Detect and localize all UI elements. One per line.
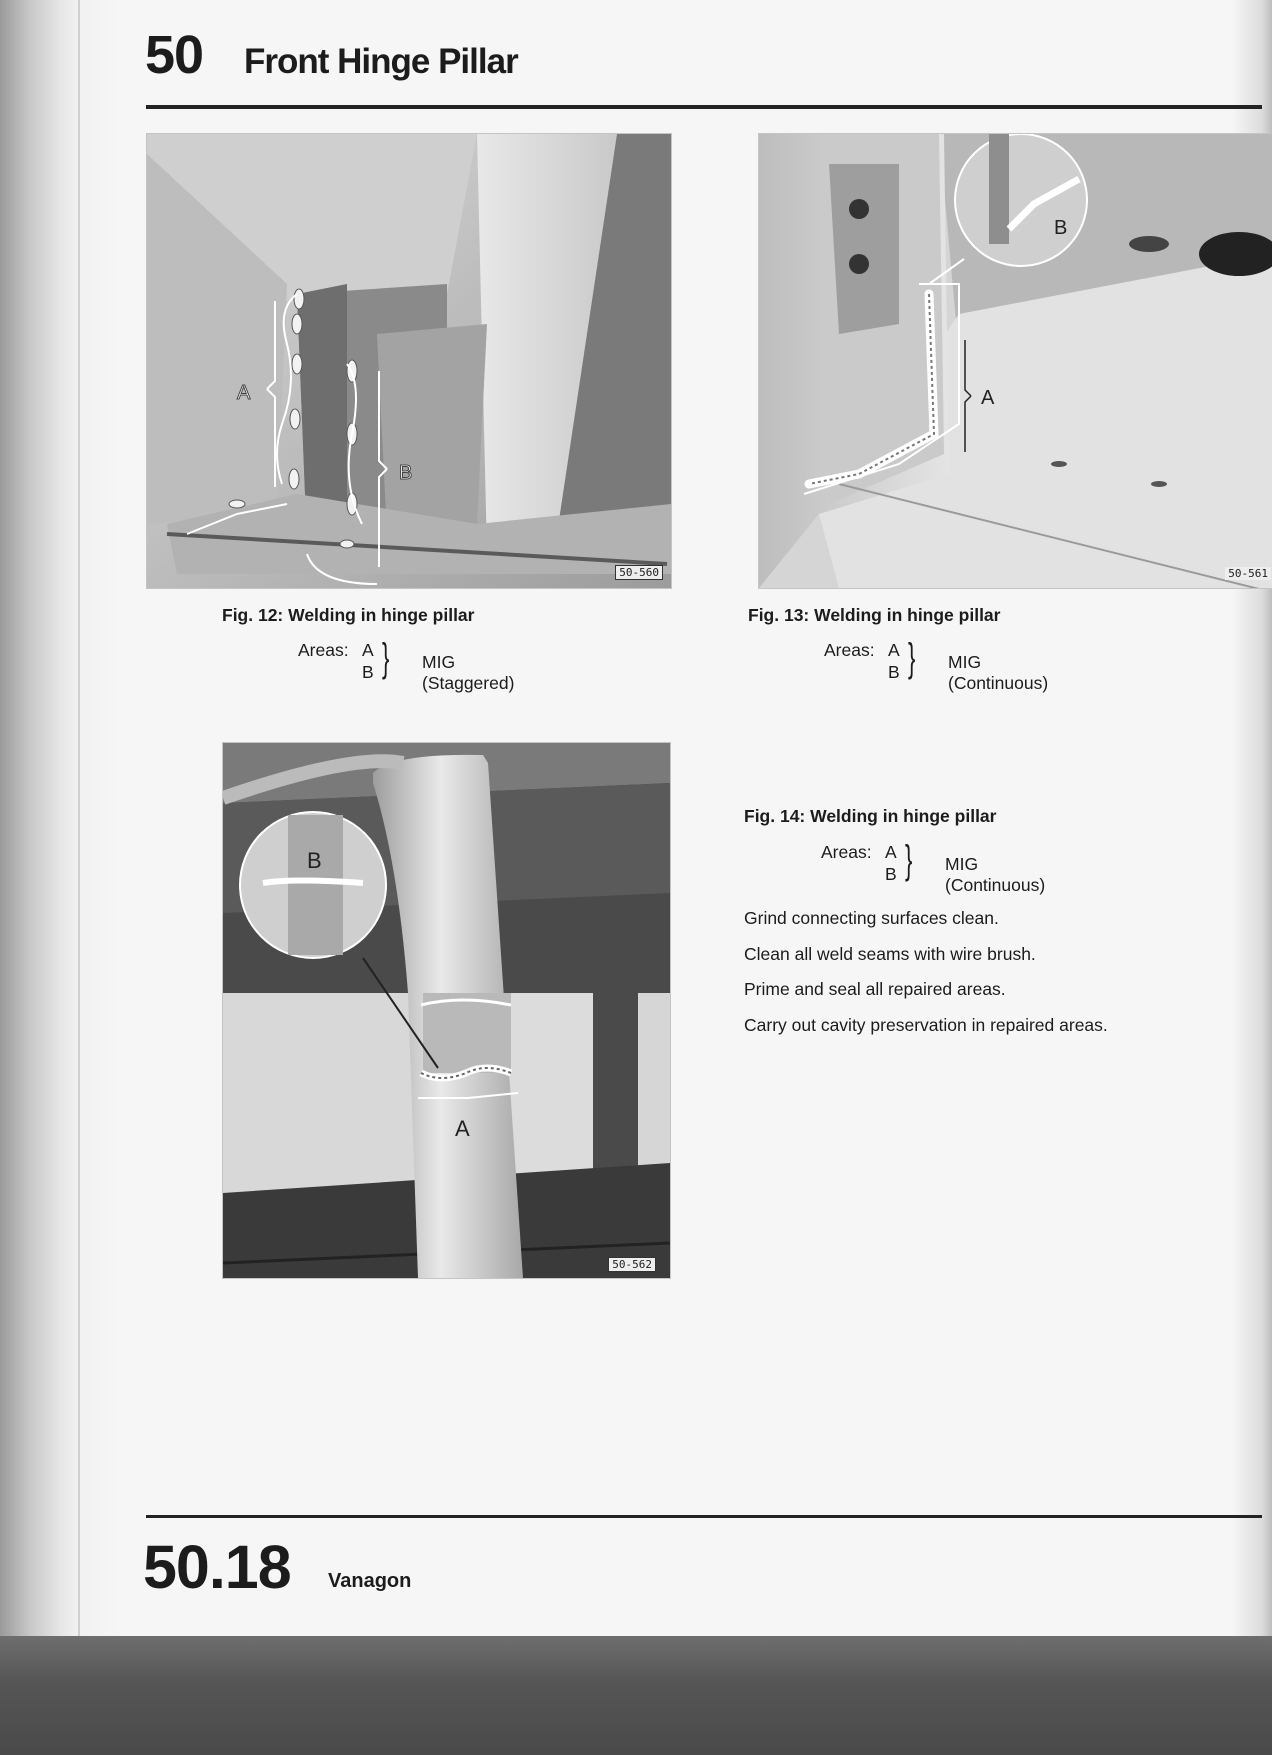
step-item: Prime and seal all repaired areas. [744,979,1006,999]
figure-12-photo [146,133,672,589]
figure-13-photo [758,133,1272,589]
chapter-title: Front Hinge Pillar [244,42,518,81]
area-a: A [888,640,900,660]
brace-icon: } [382,636,390,680]
page-number: 50.18 [143,1533,291,1601]
vehicle-model: Vanagon [328,1570,412,1592]
figure-code: 50-561 [1225,567,1271,580]
step-item: Carry out cavity preservation in repaired areas. [744,1014,1108,1035]
areas-label: Areas: [824,640,875,660]
area-b: B [888,662,900,682]
weld-method: MIG (Staggered) [422,652,515,693]
figure-code: 50-562 [608,1257,656,1272]
procedure-steps [744,908,1108,1050]
figure-code: 50-560 [615,565,663,580]
figure-14-caption: Fig. 14: Welding in hinge pillar [744,806,997,826]
svg-text:B: B [1054,217,1068,239]
svg-text:A: A [981,387,995,409]
svg-text:A: A [237,382,251,404]
area-a: A [885,842,897,862]
area-b: B [362,662,374,682]
area-a: A [362,640,374,660]
header-rule [146,105,1262,109]
weld-method: MIG (Continuous) [945,854,1046,895]
brace-icon: } [905,838,913,882]
brace-icon: } [908,636,916,680]
areas-label: Areas: [298,640,349,660]
book-spine-edge [78,0,80,1636]
chapter-number: 50 [145,25,204,85]
step-item: Clean all weld seams with wire brush. [744,943,1036,964]
svg-text:B: B [399,462,413,484]
area-b: B [885,864,897,884]
svg-text:B: B [307,848,322,873]
svg-text:A: A [455,1116,470,1141]
figure-12-caption: Fig. 12: Welding in hinge pillar [222,605,475,625]
scan-background [0,1636,1272,1755]
footer-rule [146,1515,1262,1518]
figure-14-photo [222,742,671,1279]
weld-method: MIG (Continuous) [948,652,1049,693]
areas-label: Areas: [821,842,872,862]
step-item: Grind connecting surfaces clean. [744,908,999,928]
figure-13-caption: Fig. 13: Welding in hinge pillar [748,605,1001,625]
